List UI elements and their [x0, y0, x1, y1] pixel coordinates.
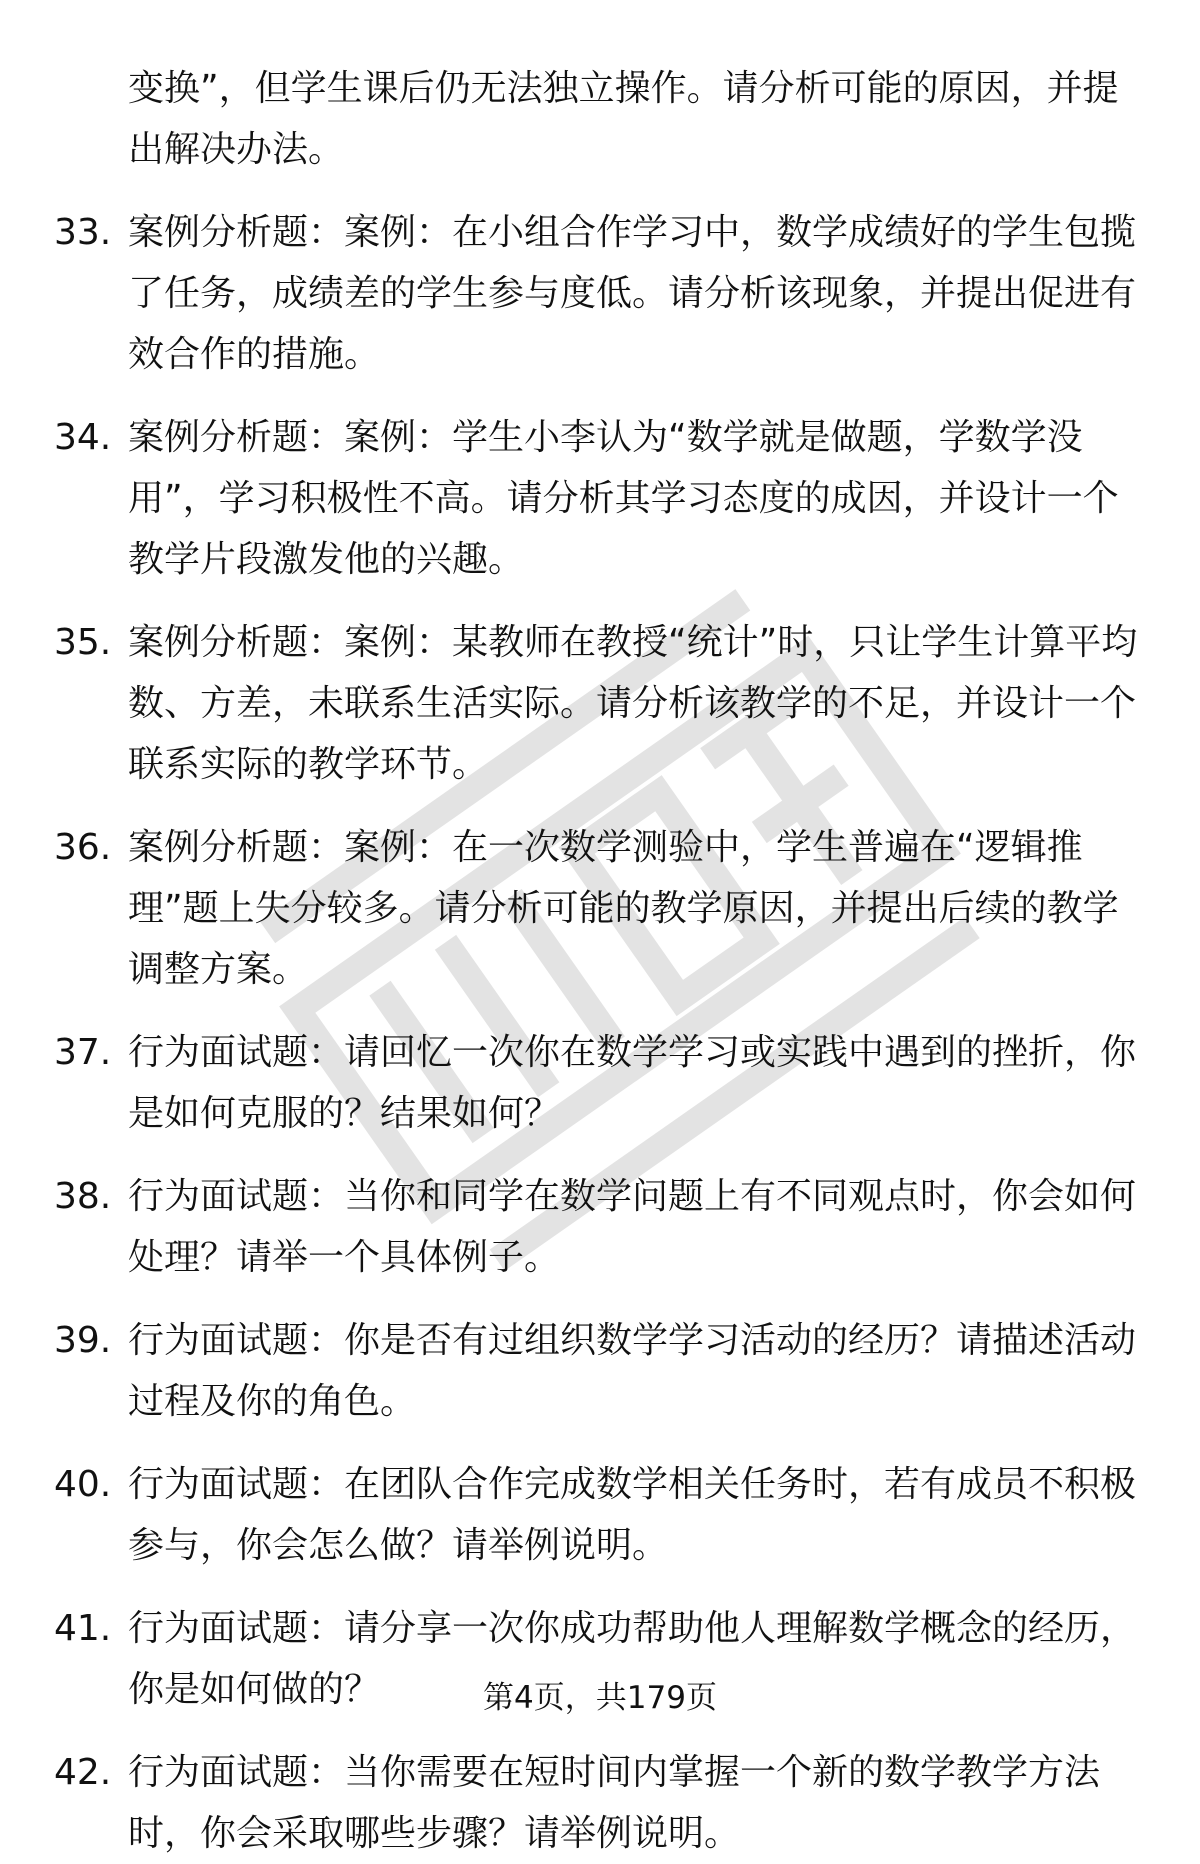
question-text: 案例分析题：案例：学生小李认为“数学就是做题，学数学没用”，学习积极性不高。请分析其学习态度的成因，并设计一个教学片段激发他的兴趣。: [128, 417, 1119, 580]
page-footer: 第4页，共179页: [483, 1680, 717, 1716]
question-item: [0, 1310, 1200, 1432]
question-text: 行为面试题：请分享一次你成功帮助他人理解数学概念的经历，你是如何做的？: [128, 1608, 1137, 1710]
question-number: 35.: [54, 622, 112, 663]
question-number: 37.: [54, 1032, 112, 1073]
question-text: 行为面试题：请回忆一次你在数学学习或实践中遇到的挫折，你是如何克服的？结果如何？: [128, 1032, 1137, 1134]
question-text: 案例分析题：案例：在一次数学测验中，学生普遍在“逻辑推理”题上失分较多。请分析可能的教学原因，并提出后续的教学调整方案。: [128, 827, 1119, 990]
question-item: [0, 1742, 1200, 1864]
question-item: [0, 407, 1200, 590]
question-text: 案例分析题：案例：某教师在教授“统计”时，只让学生计算平均数、方差，未联系生活实际。请分析该教学的不足，并设计一个联系实际的教学环节。: [128, 622, 1138, 785]
question-item: [0, 1454, 1200, 1576]
question-text: 案例分析题：案例：在小组合作学习中，数学成绩好的学生包揽了任务，成绩差的学生参与度低。请分析该现象，并提出促进有效合作的措施。: [128, 212, 1137, 375]
question-list: [0, 58, 1200, 1864]
question-text: 行为面试题：当你和同学在数学问题上有不同观点时，你会如何处理？请举一个具体例子。: [128, 1176, 1137, 1278]
question-number: 39.: [54, 1320, 112, 1361]
question-item: [0, 817, 1200, 1000]
question-item: [0, 612, 1200, 795]
question-number: 42.: [54, 1752, 112, 1793]
question-number: 40.: [54, 1464, 112, 1505]
question-text: 行为面试题：你是否有过组织数学学习活动的经历？请描述活动过程及你的角色。: [128, 1320, 1137, 1422]
question-number: 41.: [54, 1608, 112, 1649]
question-item: [0, 202, 1200, 385]
question-number: 38.: [54, 1176, 112, 1217]
question-item: [0, 1022, 1200, 1144]
question-number: 33.: [54, 212, 112, 253]
continued-question-text: 变换”，但学生课后仍无法独立操作。请分析可能的原因，并提出解决办法。: [128, 68, 1119, 170]
question-number: 36.: [54, 827, 112, 868]
question-number: 34.: [54, 417, 112, 458]
question-text: 行为面试题：在团队合作完成数学相关任务时，若有成员不积极参与，你会怎么做？请举例说明。: [128, 1464, 1137, 1566]
question-text: 行为面试题：当你需要在短时间内掌握一个新的数学教学方法时，你会采取哪些步骤？请举例说明。: [128, 1752, 1101, 1854]
question-item: [0, 1166, 1200, 1288]
